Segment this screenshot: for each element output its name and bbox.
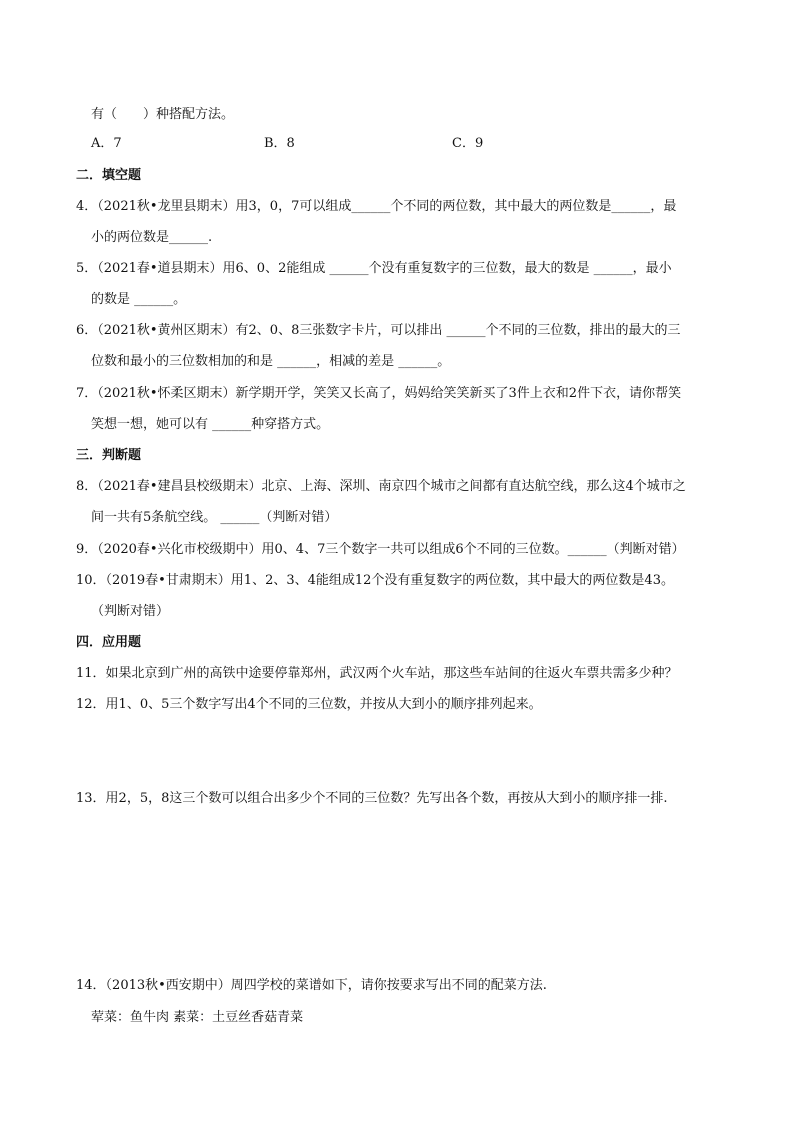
q7-line2: 笑想一想，她可以有 ______种穿搭方式。	[91, 417, 330, 432]
q3-tail: 有（ ）种搭配方法。	[91, 107, 235, 122]
q9-line1: 9．（2020春•兴化市校级期中）用0、4、7三个数字一共可以组成6个不同的三位数。______（判断对错）	[76, 542, 685, 557]
q14-line2: 荤菜：鱼牛肉 素菜：土豆丝香菇青菜	[91, 1010, 304, 1025]
q6-line2: 位数和最小的三位数相加的和是 ______，相减的差是 ______。	[91, 354, 451, 369]
q10-line1: 10．（2019春•甘肃期末）用1、2、3、4能组成12个没有重复数字的两位数，其中最大的两位数是43。	[76, 573, 674, 588]
q3-option-c: C．9	[452, 136, 484, 151]
q8-line1: 8．（2021春•建昌县校级期末）北京、上海、深圳、南京四个城市之间都有直达航空线，那么这4个城市之	[76, 479, 686, 494]
q4-line2: 小的两位数是______.	[91, 230, 213, 245]
q8-line2: 间一共有5条航空线。 ______（判断对错）	[91, 510, 338, 525]
q3-option-a: A．7	[91, 136, 122, 151]
q12-line1: 12．用1、0、5三个数字写出4个不同的三位数，并按从大到小的顺序排列起来。	[76, 697, 542, 712]
q6-line1: 6．（2021秋•黄州区期末）有2、0、8三张数字卡片，可以排出 ______个不同的三位数，排出的最大的三	[76, 323, 681, 338]
q5-line1: 5．（2021春•道县期末）用6、0、2能组成 ______个没有重复数字的三位数，最大的数是 ______，最小	[76, 261, 672, 276]
q7-line1: 7．（2021秋•怀柔区期末）新学期开学，笑笑又长高了，妈妈给笑笑新买了3件上衣和2件下衣，请你帮笑	[76, 386, 682, 401]
q11-line1: 11．如果北京到广州的高铁中途要停靠郑州，武汉两个火车站，那这些车站间的往返火车票共需多少种？	[76, 666, 678, 681]
q5-line2: 的数是 ______。	[91, 292, 187, 307]
q14-line1: 14．（2013秋•西安期中）周四学校的菜谱如下，请你按要求写出不同的配菜方法.	[76, 978, 547, 993]
q4-line1: 4．（2021秋•龙里县期末）用3，0，7可以组成______个不同的两位数，其中最大的两位数是______，最	[76, 199, 677, 214]
section-judge-heading: 三．判断题	[76, 448, 142, 463]
q13-line1: 13．用2，5，8这三个数可以组合出多少个不同的三位数？先写出各个数，再按从大到小的顺序排一排.	[76, 791, 668, 806]
section-apply-heading: 四．应用题	[76, 635, 142, 650]
q10-line2: （判断对错）	[91, 604, 170, 619]
section-fill-heading: 二．填空题	[76, 168, 142, 183]
q3-option-b: B．8	[264, 136, 295, 151]
